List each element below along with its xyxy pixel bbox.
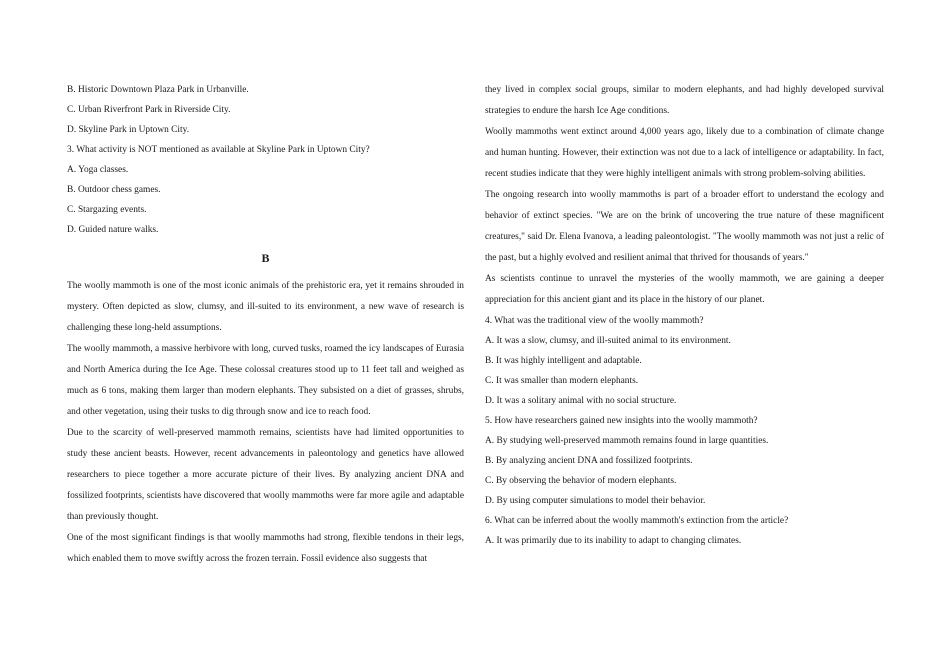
question-line: 4. What was the traditional view of the woolly mammoth? xyxy=(485,316,704,326)
question-line: 5. How have researchers gained new insights into the woolly mammoth? xyxy=(485,416,758,426)
right-column xyxy=(485,80,884,551)
option-line: D. Skyline Park in Uptown City. xyxy=(67,125,190,135)
option-line: C. Urban Riverfront Park in Riverside City. xyxy=(67,105,231,115)
article-paragraph: As scientists continue to unravel the mysteries of the woolly mammoth, we are gaining a deeper appreciation for this ancient giant and its place in the history of our planet. xyxy=(485,274,884,305)
article-paragraph: they lived in complex social groups, similar to modern elephants, and had highly developed survival strategies to endure the harsh Ice Age conditions. xyxy=(485,85,884,116)
option-line: C. By observing the behavior of modern elephants. xyxy=(485,476,677,486)
option-line: B. Outdoor chess games. xyxy=(67,185,161,195)
option-line: A. It was primarily due to its inability to adapt to changing climates. xyxy=(485,536,742,546)
option-line: D. It was a solitary animal with no social structure. xyxy=(485,396,677,406)
left-column xyxy=(67,80,464,570)
option-line: B. Historic Downtown Plaza Park in Urbanville. xyxy=(67,85,249,95)
question-line: 3. What activity is NOT mentioned as available at Skyline Park in Uptown City? xyxy=(67,145,370,155)
article-paragraph: The ongoing research into woolly mammoths is part of a broader effort to understand the ecology and behavior of extinct species. "We are on the brink of uncovering the true nature of these magnificent creatures," said Dr. Elena Ivanova, a leading paleontologist. "The woolly mammoth was not just a relic of the past, but a highly evolved and resilient animal that thrived for thousands of years." xyxy=(485,190,884,263)
option-line: A. It was a slow, clumsy, and ill-suited animal to its environment. xyxy=(485,336,731,346)
option-line: C. Stargazing events. xyxy=(67,205,147,215)
article-paragraph: Woolly mammoths went extinct around 4,000 years ago, likely due to a combination of climate change and human hunting. However, their extinction was not due to a lack of intelligence or adaptability. In fact, recent studies indicate that they were highly intelligent animals with strong problem-solving abilities. xyxy=(485,127,884,179)
option-line: B. By analyzing ancient DNA and fossilized footprints. xyxy=(485,456,693,466)
article-paragraph: Due to the scarcity of well-preserved mammoth remains, scientists have had limited opportunities to study these ancient beasts. However, recent advancements in paleontology and genetics have allowed researchers to piece together a more accurate picture of their lives. By analyzing ancient DNA and fossilized footprints, scientists have discovered that woolly mammoths were far more agile and adaptable than previously thought. xyxy=(67,428,464,522)
article-paragraph: The woolly mammoth is one of the most iconic animals of the prehistoric era, yet it remains shrouded in mystery. Often depicted as slow, clumsy, and ill-suited to its environment, a new wave of research is challenging these long-held assumptions. xyxy=(67,281,464,333)
option-line: A. By studying well-preserved mammoth remains found in large quantities. xyxy=(485,436,769,446)
option-line: D. By using computer simulations to model their behavior. xyxy=(485,496,706,506)
option-line: D. Guided nature walks. xyxy=(67,225,159,235)
option-line: A. Yoga classes. xyxy=(67,165,129,175)
question-line: 6. What can be inferred about the woolly mammoth's extinction from the article? xyxy=(485,516,789,526)
article-paragraph: The woolly mammoth, a massive herbivore with long, curved tusks, roamed the icy landscapes of Eurasia and North America during the Ice Age. These colossal creatures stood up to 11 feet tall and weighed as much as 6 tons, making them larger than modern elephants. They subsisted on a diet of grasses, shrubs, and other vegetation, using their tusks to dig through snow and ice to reach food. xyxy=(67,344,464,417)
option-line: B. It was highly intelligent and adaptable. xyxy=(485,356,642,366)
section-heading: B xyxy=(261,251,270,265)
option-line: C. It was smaller than modern elephants. xyxy=(485,376,639,386)
article-paragraph: One of the most significant findings is that woolly mammoths had strong, flexible tendons in their legs, which enabled them to move swiftly across the frozen terrain. Fossil evidence also suggests that xyxy=(67,533,464,564)
